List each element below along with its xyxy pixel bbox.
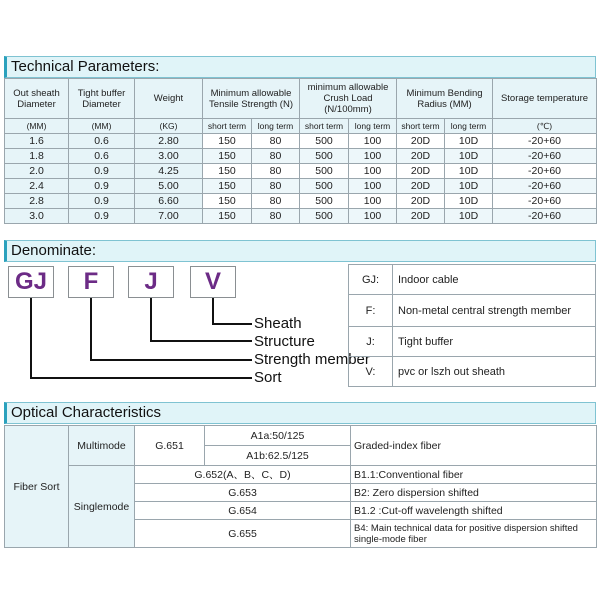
table-cell: 10D	[445, 164, 493, 179]
denominate-table	[348, 264, 596, 387]
table-cell: 2.8	[5, 194, 69, 209]
label-strength-member: Strength member	[254, 351, 370, 368]
bracket-structure-horizontal	[150, 340, 252, 342]
table-cell: 150	[203, 134, 252, 149]
table-cell: 0.9	[69, 194, 135, 209]
table-cell: 2.0	[5, 164, 69, 179]
table-cell: 80	[252, 134, 300, 149]
table-row	[5, 209, 597, 224]
g654-desc: B1.2 :Cut-off wavelength shifted	[351, 502, 597, 520]
table-cell: 80	[252, 164, 300, 179]
g652-label: G.652(A、B、C、D)	[135, 466, 351, 484]
table-cell: 150	[203, 149, 252, 164]
dn-key-j: J:	[349, 327, 393, 357]
table-cell: 0.6	[69, 149, 135, 164]
table-cell: 500	[300, 134, 349, 149]
table-cell: 500	[300, 209, 349, 224]
dn-key-f: F:	[349, 295, 393, 327]
table-cell: 100	[349, 134, 397, 149]
table-row	[5, 194, 597, 209]
bracket-strength-horizontal	[90, 359, 252, 361]
label-sheath: Sheath	[254, 315, 302, 332]
graded-index-label: Graded-index fiber	[351, 426, 597, 466]
a1a-label: A1a:50/125	[205, 426, 351, 446]
table-cell: 0.6	[69, 134, 135, 149]
table-cell: -20+60	[493, 134, 597, 149]
label-structure: Structure	[254, 333, 315, 350]
table-cell: 2.4	[5, 179, 69, 194]
table-cell: 5.00	[135, 179, 203, 194]
table-cell: 2.80	[135, 134, 203, 149]
unit-tensile-short: short term	[203, 119, 252, 134]
code-j: J	[128, 266, 174, 298]
table-cell: 20D	[397, 179, 445, 194]
table-cell: 150	[203, 164, 252, 179]
table-cell: 500	[300, 194, 349, 209]
table-cell: 20D	[397, 149, 445, 164]
bracket-sort-vertical	[30, 298, 32, 378]
unit-crush-long: long term	[349, 119, 397, 134]
table-cell: 10D	[445, 149, 493, 164]
table-row	[5, 164, 597, 179]
bracket-sheath-vertical	[212, 298, 214, 324]
table-row	[5, 149, 597, 164]
dn-value-f: Non-metal central strength member	[393, 295, 596, 327]
dn-key-v: V:	[349, 357, 393, 387]
a1b-label: A1b:62.5/125	[205, 446, 351, 466]
table-cell: 7.00	[135, 209, 203, 224]
g655-label: G.655	[135, 520, 351, 548]
denominate-header: Denominate:	[4, 240, 596, 262]
table-cell: 500	[300, 149, 349, 164]
table-cell: 4.25	[135, 164, 203, 179]
table-cell: 10D	[445, 134, 493, 149]
header-weight: Weight	[135, 79, 203, 119]
dn-value-gj: Indoor cable	[393, 265, 596, 295]
unit-buffer: (MM)	[69, 119, 135, 134]
table-cell: 100	[349, 179, 397, 194]
bracket-strength-vertical	[90, 298, 92, 360]
unit-weight: (KG)	[135, 119, 203, 134]
table-cell: 500	[300, 179, 349, 194]
table-cell: 100	[349, 194, 397, 209]
table-cell: 10D	[445, 209, 493, 224]
table-cell: 80	[252, 149, 300, 164]
dn-value-v: pvc or lszh out sheath	[393, 357, 596, 387]
table-row	[5, 179, 597, 194]
table-cell: 20D	[397, 164, 445, 179]
unit-tensile-long: long term	[252, 119, 300, 134]
table-cell: 20D	[397, 209, 445, 224]
g653-desc: B2: Zero dispersion shifted	[351, 484, 597, 502]
table-cell: -20+60	[493, 209, 597, 224]
technical-parameters-table	[4, 78, 597, 224]
code-gj: GJ	[8, 266, 54, 298]
table-cell: 500	[300, 164, 349, 179]
g654-label: G.654	[135, 502, 351, 520]
bracket-structure-vertical	[150, 298, 152, 341]
table-cell: 1.6	[5, 134, 69, 149]
dn-value-j: Tight buffer	[393, 327, 596, 357]
table-cell: 0.9	[69, 209, 135, 224]
table-cell: -20+60	[493, 164, 597, 179]
header-outer-diameter: Out sheath Diameter	[5, 79, 69, 119]
singlemode-label: Singlemode	[69, 466, 135, 548]
table-cell: 0.9	[69, 164, 135, 179]
code-v: V	[190, 266, 236, 298]
bracket-sheath-horizontal	[212, 323, 252, 325]
multimode-label: Multimode	[69, 426, 135, 466]
table-cell: 3.0	[5, 209, 69, 224]
header-storage: Storage temperature	[493, 79, 597, 119]
technical-parameters-header: Technical Parameters:	[4, 56, 596, 78]
table-cell: 10D	[445, 194, 493, 209]
table-row	[5, 134, 597, 149]
table-cell: 80	[252, 209, 300, 224]
optical-characteristics-table	[4, 425, 597, 548]
g651-label: G.651	[135, 426, 205, 466]
unit-bending-long: long term	[445, 119, 493, 134]
table-cell: -20+60	[493, 179, 597, 194]
table-cell: 0.9	[69, 179, 135, 194]
table-cell: 80	[252, 179, 300, 194]
unit-outer: (MM)	[5, 119, 69, 134]
table-cell: -20+60	[493, 194, 597, 209]
g655-desc: B4: Main technical data for positive dispersion shifted single-mode fiber	[351, 520, 597, 548]
bracket-sort-horizontal	[30, 377, 252, 379]
table-cell: 100	[349, 209, 397, 224]
table-cell: 100	[349, 164, 397, 179]
table-cell: 150	[203, 179, 252, 194]
table-cell: 6.60	[135, 194, 203, 209]
header-crush: minimum allowable Crush Load (N/100mm)	[300, 79, 397, 119]
table-cell: 10D	[445, 179, 493, 194]
header-bending: Minimum Bending Radius (MM)	[397, 79, 493, 119]
unit-bending-short: short term	[397, 119, 445, 134]
table-cell: 150	[203, 209, 252, 224]
code-f: F	[68, 266, 114, 298]
fiber-sort-label: Fiber Sort	[5, 426, 69, 548]
table-cell: 80	[252, 194, 300, 209]
table-cell: -20+60	[493, 149, 597, 164]
header-tensile: Minimum allowable Tensile Strength (N)	[203, 79, 300, 119]
label-sort: Sort	[254, 369, 282, 386]
table-cell: 20D	[397, 134, 445, 149]
unit-storage: (℃)	[493, 119, 597, 134]
unit-crush-short: short term	[300, 119, 349, 134]
g653-label: G.653	[135, 484, 351, 502]
table-cell: 3.00	[135, 149, 203, 164]
header-buffer-diameter: Tight buffer Diameter	[69, 79, 135, 119]
dn-key-gj: GJ:	[349, 265, 393, 295]
table-cell: 150	[203, 194, 252, 209]
table-cell: 20D	[397, 194, 445, 209]
g652-desc: B1.1:Conventional fiber	[351, 466, 597, 484]
table-cell: 1.8	[5, 149, 69, 164]
optical-characteristics-header: Optical Characteristics	[4, 402, 596, 424]
table-cell: 100	[349, 149, 397, 164]
